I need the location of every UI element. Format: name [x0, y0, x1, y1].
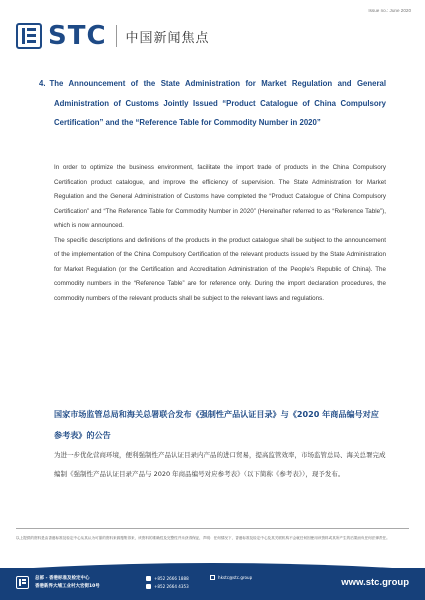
fax-icon [146, 584, 151, 589]
footer-website-link[interactable]: www.stc.group [341, 577, 409, 588]
footer-contact [146, 575, 189, 591]
header-divider [116, 25, 117, 47]
issue-number: Issue no.: June 2020 [368, 8, 411, 13]
footer-logo-icon [16, 576, 29, 589]
header-title: 中国新闻焦点 [125, 30, 210, 46]
footer-divider [16, 528, 409, 529]
section-title: The Announcement of the State Administration for Market Regulation and General Administration of Customs Jointly Issued “Product Catalogue of China Compulsory Certification” and the “Reference Table for Commodity Number in 2020” [49, 79, 386, 127]
cn-section-title: 国家市场监管总局和海关总署联合发布《强制性产品认证目录》与《2020 年商品编号对应参考表》的公告 [54, 409, 379, 440]
disclaimer: 以上提供的资料是由香港标准及检定中心从其认为可靠的资料来源搜集得来，该资料的准确性及完整性并未获得保证，声明：任何情况下，香港标准及检定中心及其关联机构不会就任何因使用该资料或其所产生的后果而负任何法律责任。 [16, 536, 390, 540]
section-number: 4. [39, 79, 46, 88]
page-header [16, 22, 210, 50]
page-footer [0, 568, 425, 600]
logo-text: STC [48, 21, 107, 51]
section-4-heading [39, 74, 386, 133]
footer-email[interactable]: hkstc@stc.group [210, 575, 252, 580]
phone-row [146, 575, 189, 583]
section-4-body [54, 161, 386, 306]
email-icon [210, 575, 215, 580]
phone-icon [146, 576, 151, 581]
footer-address: 总部 - 香港标准及检定中心 香港新界大埔工业村大宏街10号 [35, 576, 100, 589]
cn-section-body: 为进一步优化营商环境，便利强制性产品认证目录内产品的进口贸易，提高监管效率，市场监管总局、海关总署完成编制《强制性产品认证目录产品与 2020 年商品编号对应参考表》（以下简称《参考表》），现予发布。 [54, 451, 386, 478]
fax-number: +852 2664 4353 [154, 584, 189, 589]
fax-row [146, 583, 189, 591]
phone-number: +852 2666 1888 [154, 576, 189, 581]
stc-logo-icon [16, 23, 42, 49]
footer-wave-decoration [0, 560, 425, 570]
paragraph: The specific descriptions and definitions of the products in the product catalogue shall be subject to the announcement of the implementation of the China Compulsory Certification of the relevant products issued by the State Administration for Market Regulation (or the Certification and Accreditation Administration of the People’s Republic of China). The commodity numbers in the “Reference Table” are for reference only. During the import declaration procedures, the commodity numbers of the relevant products shall be subject to the relevant laws and regulations. [54, 236, 386, 302]
paragraph: In order to optimize the business environment, facilitate the import trade of products in the China Compulsory Certification product catalogue, and improve the efficiency of supervision. The State Administration for Market Regulation and the General Administration of Customs have completed the “Product Catalogue of China Compulsory Certification” and “The Reference Table for Commodity Number in 2020” (Hereinafter referred to as “Reference Table”), which is now announced. [54, 164, 386, 229]
